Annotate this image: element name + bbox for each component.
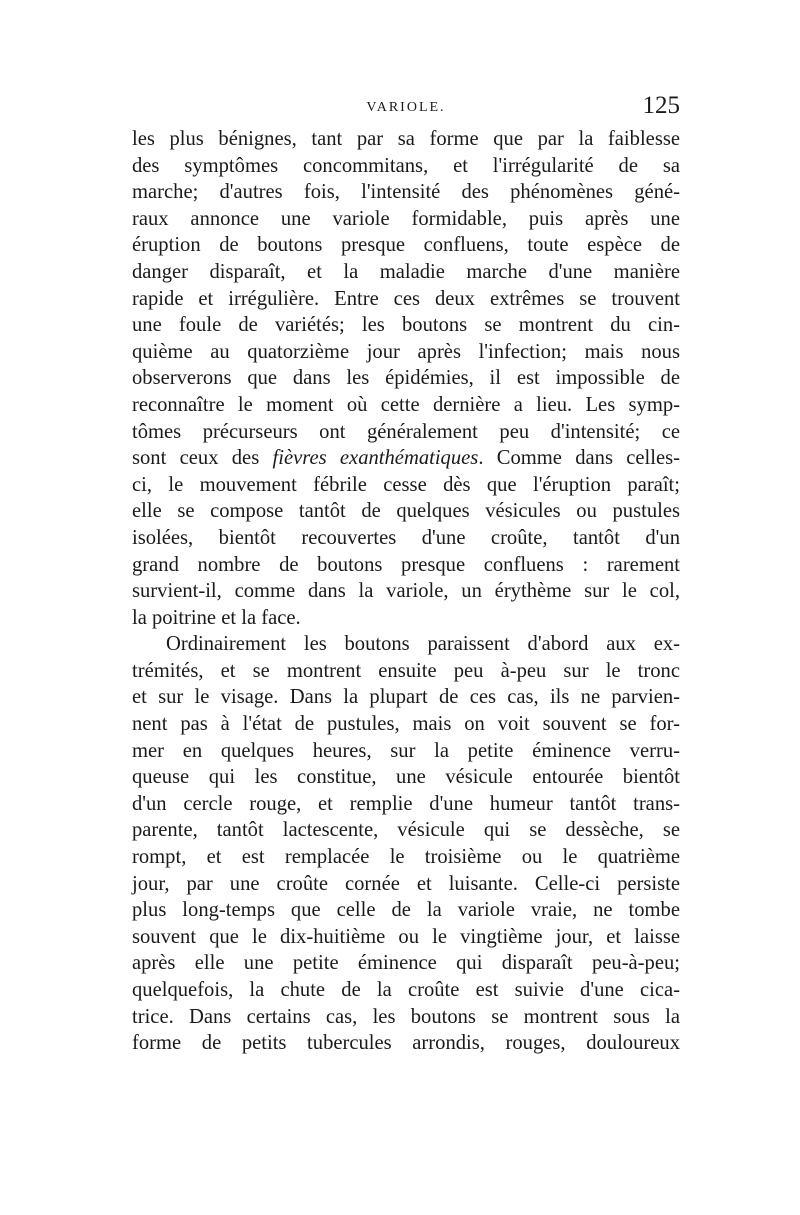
text-line: ci, le mouvement fébrile cesse dès que l'éruption paraît; [132,473,680,496]
italic-phrase: fièvres exanthématiques [272,447,479,470]
text-line: trice. Dans certains cas, les boutons se montrent sous la [132,1005,680,1028]
text-line: grand nombre de boutons presque confluens : rarement [132,553,680,576]
text-line: reconnaître le moment où cette dernière a lieu. Les symp- [132,393,680,416]
running-head [132,92,680,122]
text-line: elle se compose tantôt de quelques vésicules ou pustules [132,500,680,523]
text-line: les plus bénignes, tant par sa forme que par la faiblesse [132,128,680,150]
text-line: jour, par une croûte cornée et luisante. Celle-ci persiste [132,872,680,895]
text-line: tômes précurseurs ont généralement peu d'intensité; ce [132,420,680,443]
text-line: rapide et irrégulière. Entre ces deux extrêmes se trouvent [132,287,680,310]
text-line: d'un cercle rouge, et remplie d'une humeur tantôt trans- [132,792,680,815]
text-line: des symptômes concommitans, et l'irrégularité de sa [132,154,680,177]
text-line: isolées, bientôt recouvertes d'une croûte, tantôt d'un [132,526,680,549]
text-line: survient-il, comme dans la variole, un érythème sur le col, [132,580,680,603]
text-line: et sur le visage. Dans la plupart de ces cas, ils ne parvien- [132,686,680,709]
body-text [132,126,680,1057]
text-line: forme de petits tubercules arrondis, rouges, douloureux [132,1032,680,1055]
text-line-italic [132,445,680,472]
italic-line-before: sont ceux des [132,447,273,470]
text-line: danger disparaît, et la maladie marche d'une manière [132,260,680,283]
text-line: Ordinairement les boutons paraissent d'abord aux ex- [166,633,680,656]
page-number: 125 [642,92,680,119]
text-line: marche; d'autres fois, l'intensité des phénomènes géné- [132,181,680,204]
text-line: éruption de boutons presque confluens, toute espèce de [132,234,680,257]
text-line: raux annonce une variole formidable, puis après une [132,207,680,230]
text-line: quelquefois, la chute de la croûte est suivie d'une cica- [132,979,680,1001]
text-line: observerons que dans les épidémies, il est impossible de [132,367,680,390]
text-line: quième au quatorzième jour après l'infection; mais nous [132,340,680,363]
text-line: la poitrine et la face. [132,606,301,629]
text-line: rompt, et est remplacée le troisième ou le quatrième [132,846,680,869]
text-line: une foule de variétés; les boutons se montrent du cin- [132,314,680,337]
text-line: nent pas à l'état de pustules, mais on voit souvent se for- [132,713,680,736]
text-line: queuse qui les constitue, une vésicule entourée bientôt [132,766,680,789]
running-title: VARIOLE. [366,100,446,115]
italic-line-after: . Comme dans celles- [478,447,680,470]
text-line: après elle une petite éminence qui disparaît peu-à-peu; [132,952,680,975]
text-line: parente, tantôt lactescente, vésicule qui se dessèche, se [132,819,680,842]
text-line: souvent que le dix-huitième ou le vingtième jour, et laisse [132,925,680,948]
text-line: mer en quelques heures, sur la petite éminence verru- [132,739,680,762]
text-line: trémités, et se montrent ensuite peu à-peu sur le tronc [132,659,680,682]
text-line: plus long-temps que celle de la variole vraie, ne tombe [132,899,680,922]
